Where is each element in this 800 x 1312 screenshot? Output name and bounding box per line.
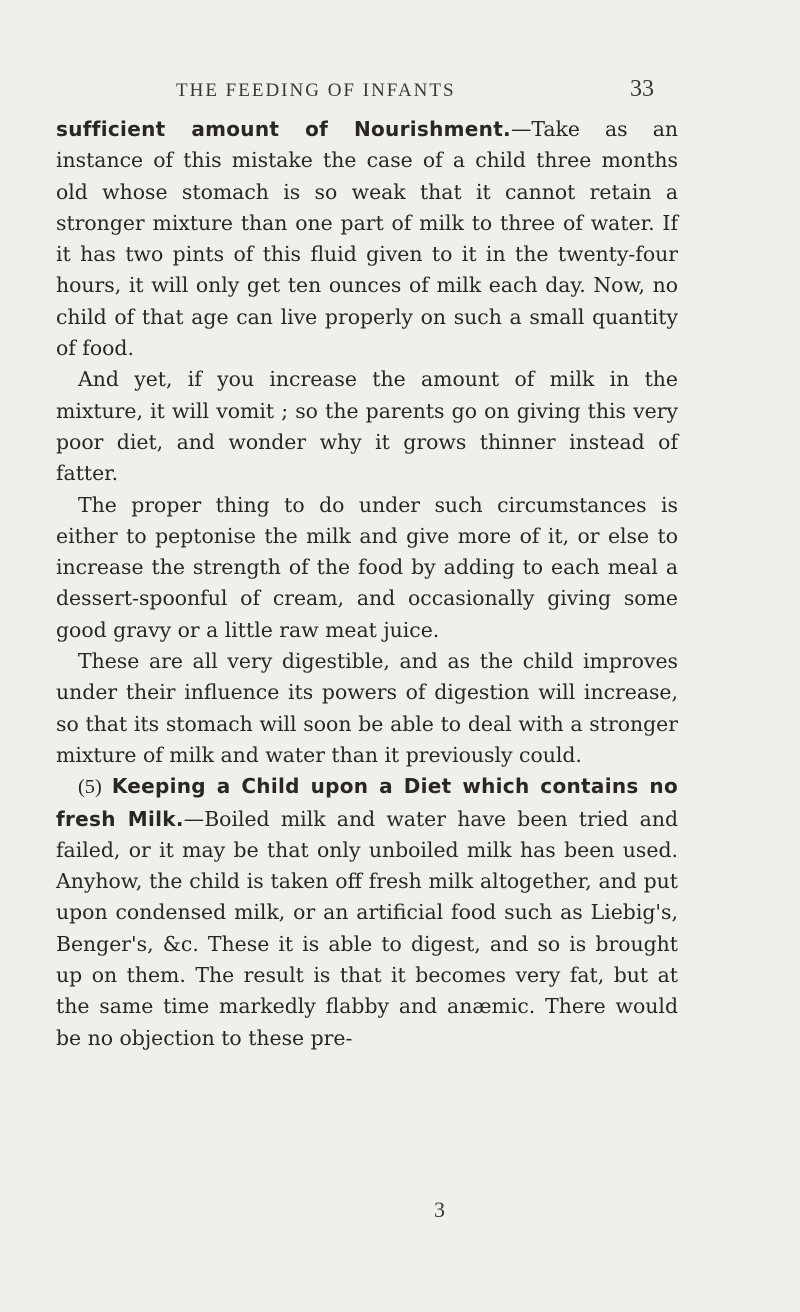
section-heading: Keeping a Child upon a Diet which contains no fresh Milk. (56, 774, 678, 831)
section-number: (5) (78, 776, 102, 799)
signature-mark: 3 (434, 1197, 445, 1222)
paragraph-5-text: —Boiled milk and water have been tried and failed, or it may be that only unboiled milk has been used. Anyhow, the child is taken off fresh milk altogether, and put upon condensed milk, or an artificial food such as Liebig's, Benger's, &c. These it is able to digest, and so is brought up on them. The result is that it becomes very fat, but at the same time markedly flabby and anæmic. There would be no objection to these pre- (56, 806, 679, 1050)
paragraph-4: These are all very digestible, and as the child improves under their influence its powers of digestion will increase, so that its stomach will soon be able to deal with a stronger mixture of milk and water than it previously could. (56, 649, 678, 767)
paragraph-3: The proper thing to do under such circumstances is either to peptonise the milk and give more of it, or else to increase the strength of the food by adding to each meal a dessert-spoonful of cream, and occasionally giving some good gravy or a little raw meat juice. (56, 492, 678, 642)
body-text (56, 114, 678, 1054)
running-title: THE FEEDING OF INFANTS (176, 80, 456, 101)
paragraph-1-heading: sufficient amount of Nourishment. (56, 117, 511, 141)
paragraph-5 (56, 771, 678, 1054)
paragraph-1-text: —Take as an instance of this mistake the case of a child three months old whose stomach is so weak that it cannot retain a stronger mixture than one part of milk to three of water. If it has two pints of this fluid given to it in the twenty-four hours, it will only get ten ounces of milk each day. Now, no child of that age can live properly on such a small quantity of food. (56, 117, 678, 361)
page-number: 33 (630, 76, 654, 102)
paragraph-1 (56, 114, 678, 364)
paragraph-2: And yet, if you increase the amount of milk in the mixture, it will vomit ; so the parents go on giving this very poor diet, and wonder why it grows thinner instead of fatter. (56, 367, 678, 486)
